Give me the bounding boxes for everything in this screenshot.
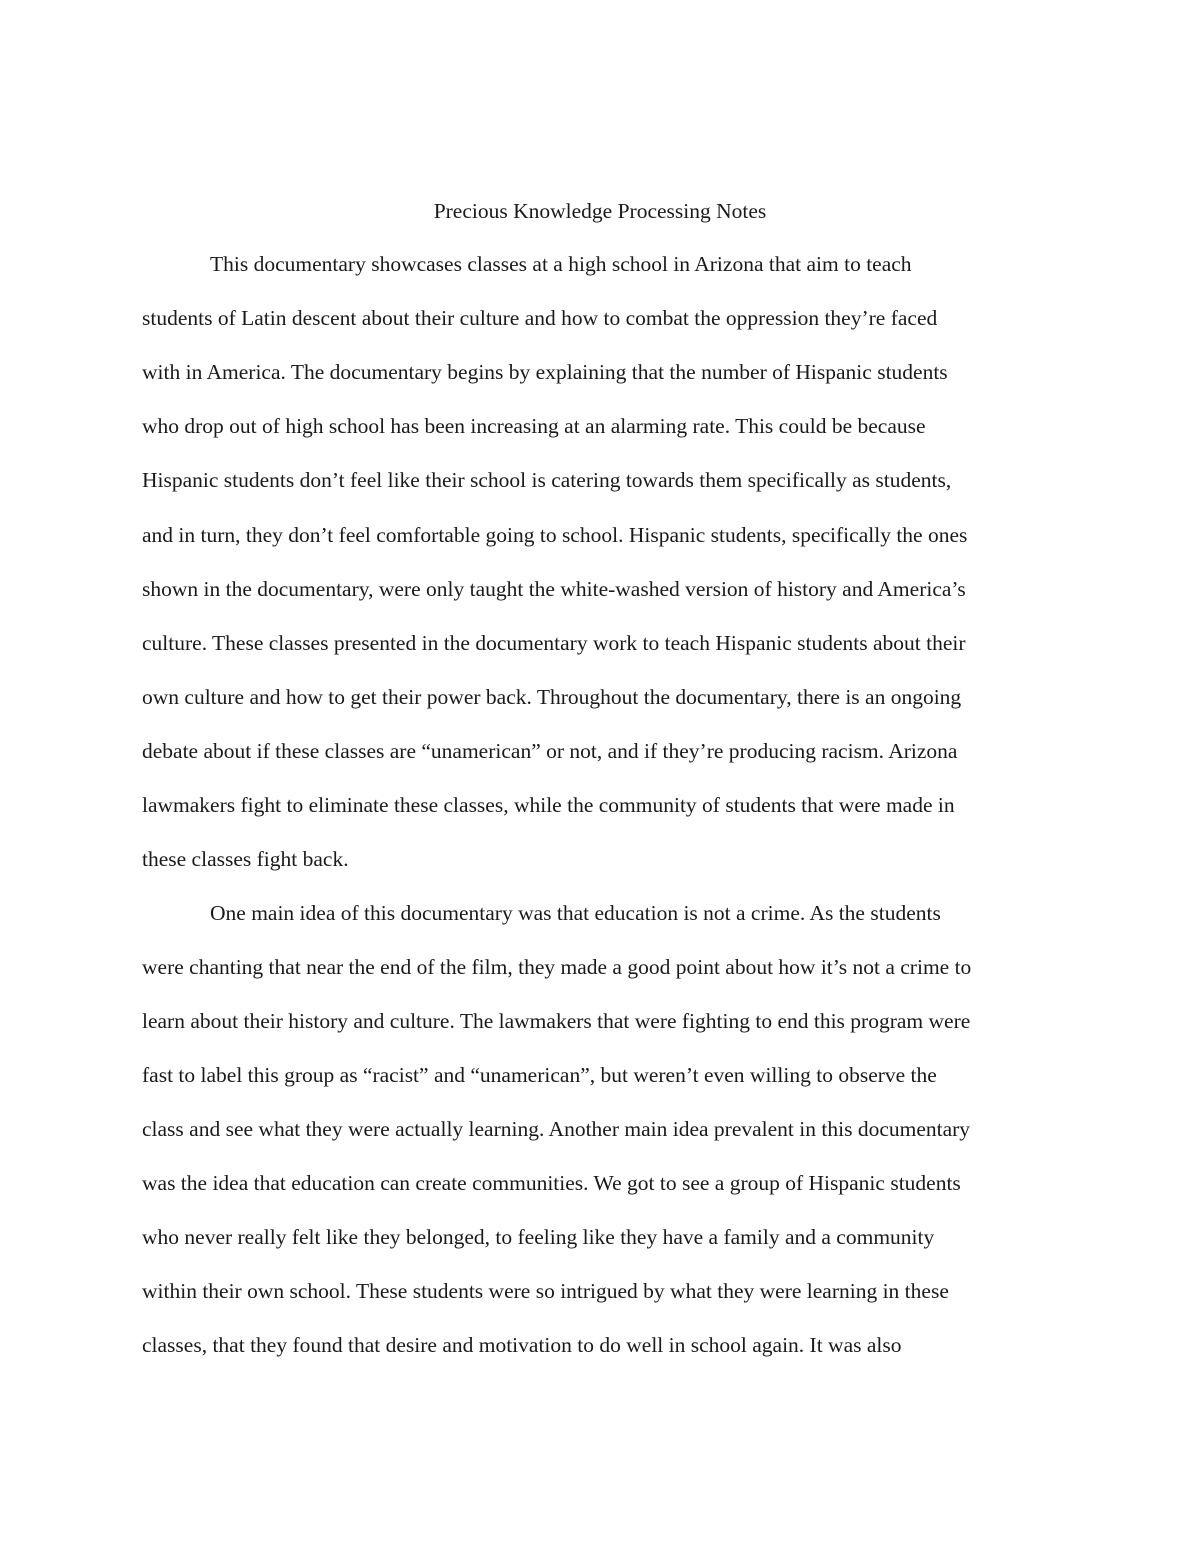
- paragraph-1-line-1: This documentary showcases classes at a high school in Arizona that aim to teach: [210, 252, 912, 276]
- paragraph-1-line-3: with in America. The documentary begins by explaining that the number of Hispanic students: [142, 360, 948, 384]
- paragraph-2-line-9: classes, that they found that desire and motivation to do well in school again. It was also: [142, 1333, 902, 1357]
- paragraph-1-line-2: students of Latin descent about their culture and how to combat the oppression they’re faced: [142, 306, 938, 330]
- paragraph-2-line-7: who never really felt like they belonged, to feeling like they have a family and a community: [142, 1225, 935, 1249]
- paragraph-1-line-12: these classes fight back.: [142, 847, 349, 871]
- paragraph-1-line-10: debate about if these classes are “unamerican” or not, and if they’re producing racism. Arizona: [142, 739, 958, 763]
- paragraph-2-line-2: were chanting that near the end of the film, they made a good point about how it’s not a crime to: [142, 955, 972, 979]
- paragraph-2-line-1: One main idea of this documentary was that education is not a crime. As the students: [210, 901, 941, 925]
- paragraph-1-line-11: lawmakers fight to eliminate these classes, while the community of students that were made in: [142, 793, 955, 817]
- paragraph-2-line-6: was the idea that education can create communities. We got to see a group of Hispanic students: [142, 1171, 961, 1195]
- paragraph-1-line-5: Hispanic students don’t feel like their school is catering towards them specifically as students,: [142, 468, 952, 492]
- paragraph-2-line-8: within their own school. These students were so intrigued by what they were learning in these: [142, 1279, 949, 1303]
- document-title: Precious Knowledge Processing Notes: [433, 199, 767, 223]
- paragraph-1-line-9: own culture and how to get their power back. Throughout the documentary, there is an ongoing: [142, 685, 962, 709]
- paragraph-1-line-4: who drop out of high school has been increasing at an alarming rate. This could be because: [142, 414, 926, 438]
- paragraph-1-line-8: culture. These classes presented in the documentary work to teach Hispanic students about their: [142, 631, 966, 655]
- paragraph-1-line-6: and in turn, they don’t feel comfortable going to school. Hispanic students, specifically the ones: [142, 523, 968, 547]
- paragraph-2-line-3: learn about their history and culture. The lawmakers that were fighting to end this program were: [142, 1009, 971, 1033]
- paragraph-2-line-4: fast to label this group as “racist” and “unamerican”, but weren’t even willing to observe the: [142, 1063, 937, 1087]
- paragraph-1-line-7: shown in the documentary, were only taught the white-washed version of history and America’s: [142, 577, 966, 601]
- paragraph-2-line-5: class and see what they were actually learning. Another main idea prevalent in this documentary: [142, 1117, 971, 1141]
